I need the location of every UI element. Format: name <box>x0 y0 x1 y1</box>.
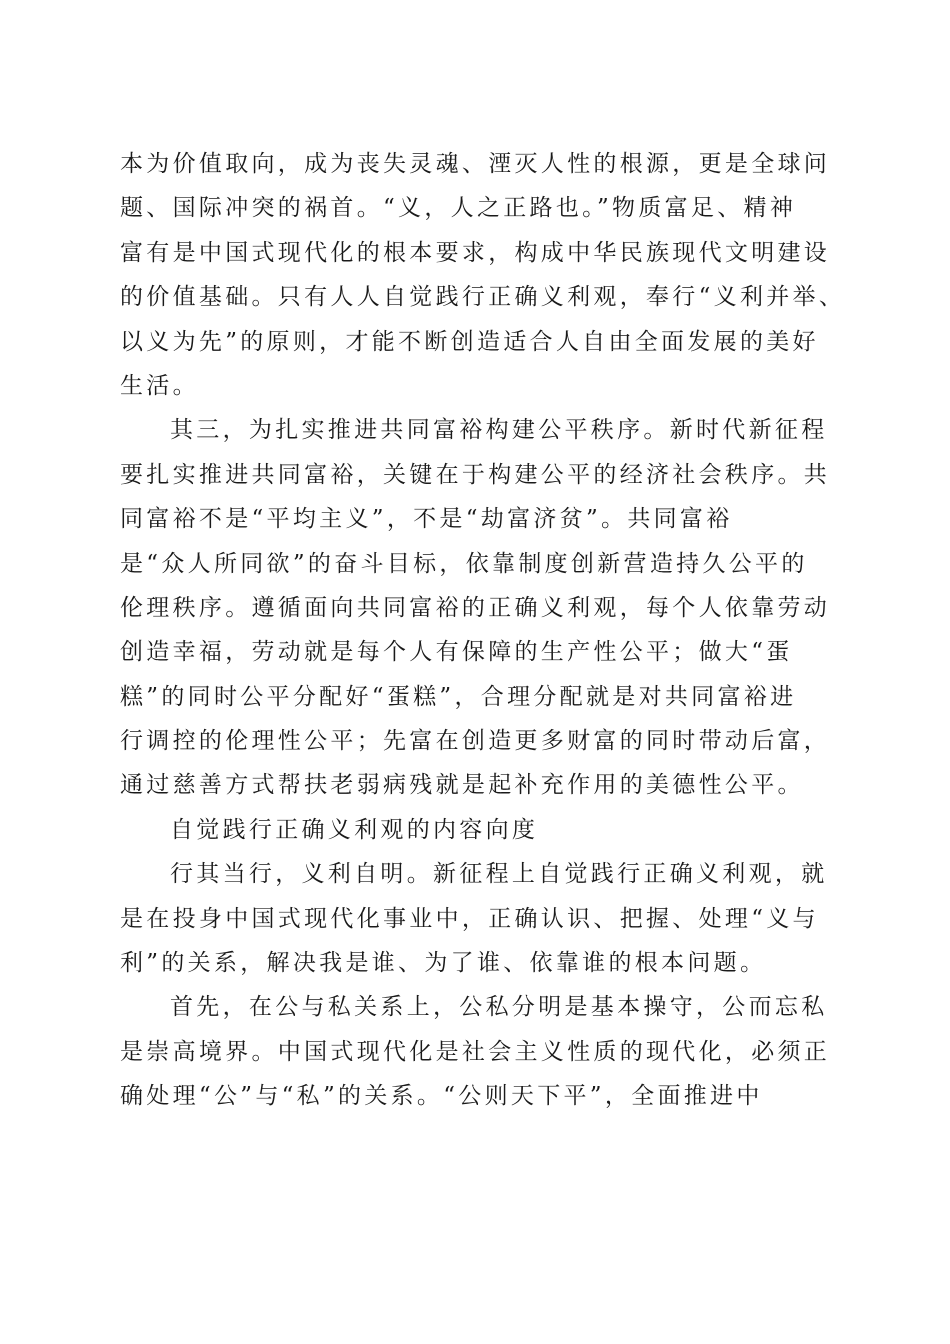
paragraph-start-line: 首先，在公与私关系上，公私分明是基本操守，公而忘私 <box>170 994 828 1021</box>
text-line: 是崇高境界。中国式现代化是社会主义性质的现代化，必须正 <box>120 1038 831 1065</box>
text-line: 要扎实推进共同富裕，关键在于构建公平的经济社会秩序。共 <box>120 461 831 488</box>
text-line: 行调控的伦理性公平；先富在创造更多财富的同时带动后富， <box>120 728 831 755</box>
paragraph-start-line: 其三，为扎实推进共同富裕构建公平秩序。新时代新征程 <box>170 417 828 444</box>
text-line: 本为价值取向，成为丧失灵魂、湮灭人性的根源，更是全球问 <box>120 151 831 177</box>
text-line: 题、国际冲突的祸首。“义，人之正路也。”物质富足、精神 <box>120 195 797 222</box>
text-line: 的价值基础。只有人人自觉践行正确义利观，奉行“义利并举、 <box>120 284 846 311</box>
paragraph-start-line: 行其当行，义利自明。新征程上自觉践行正确义利观，就 <box>170 861 828 888</box>
text-line: 利”的关系，解决我是谁、为了谁、依靠谁的根本问题。 <box>120 950 767 977</box>
text-line: 创造幸福，劳动就是每个人有保障的生产性公平；做大“蛋 <box>120 639 793 666</box>
text-line: 通过慈善方式帮扶老弱病残就是起补充作用的美德性公平。 <box>120 772 804 799</box>
text-line: 是“众人所同欲”的奋斗目标，依靠制度创新营造持久公平的 <box>120 550 808 577</box>
section-heading: 自觉践行正确义利观的内容向度 <box>170 816 539 843</box>
text-line: 确处理“公”与“私”的关系。“公则天下平”，全面推进中 <box>120 1083 763 1110</box>
text-line: 富有是中国式现代化的根本要求，构成中华民族现代文明建设 <box>120 239 831 266</box>
body-text <box>120 142 846 1119</box>
text-line: 同富裕不是“平均主义”，不是“劫富济贫”。共同富裕 <box>120 506 733 533</box>
text-line: 以义为先”的原则，才能不断创造适合人自由全面发展的美好 <box>120 328 819 355</box>
text-line: 伦理秩序。遵循面向共同富裕的正确义利观，每个人依靠劳动 <box>120 594 831 621</box>
text-line: 糕”的同时公平分配好“蛋糕”，合理分配就是对共同富裕进 <box>120 683 797 710</box>
text-line: 是在投身中国式现代化事业中，正确认识、把握、处理“义与 <box>120 905 819 932</box>
text-line: 生活。 <box>120 372 199 399</box>
